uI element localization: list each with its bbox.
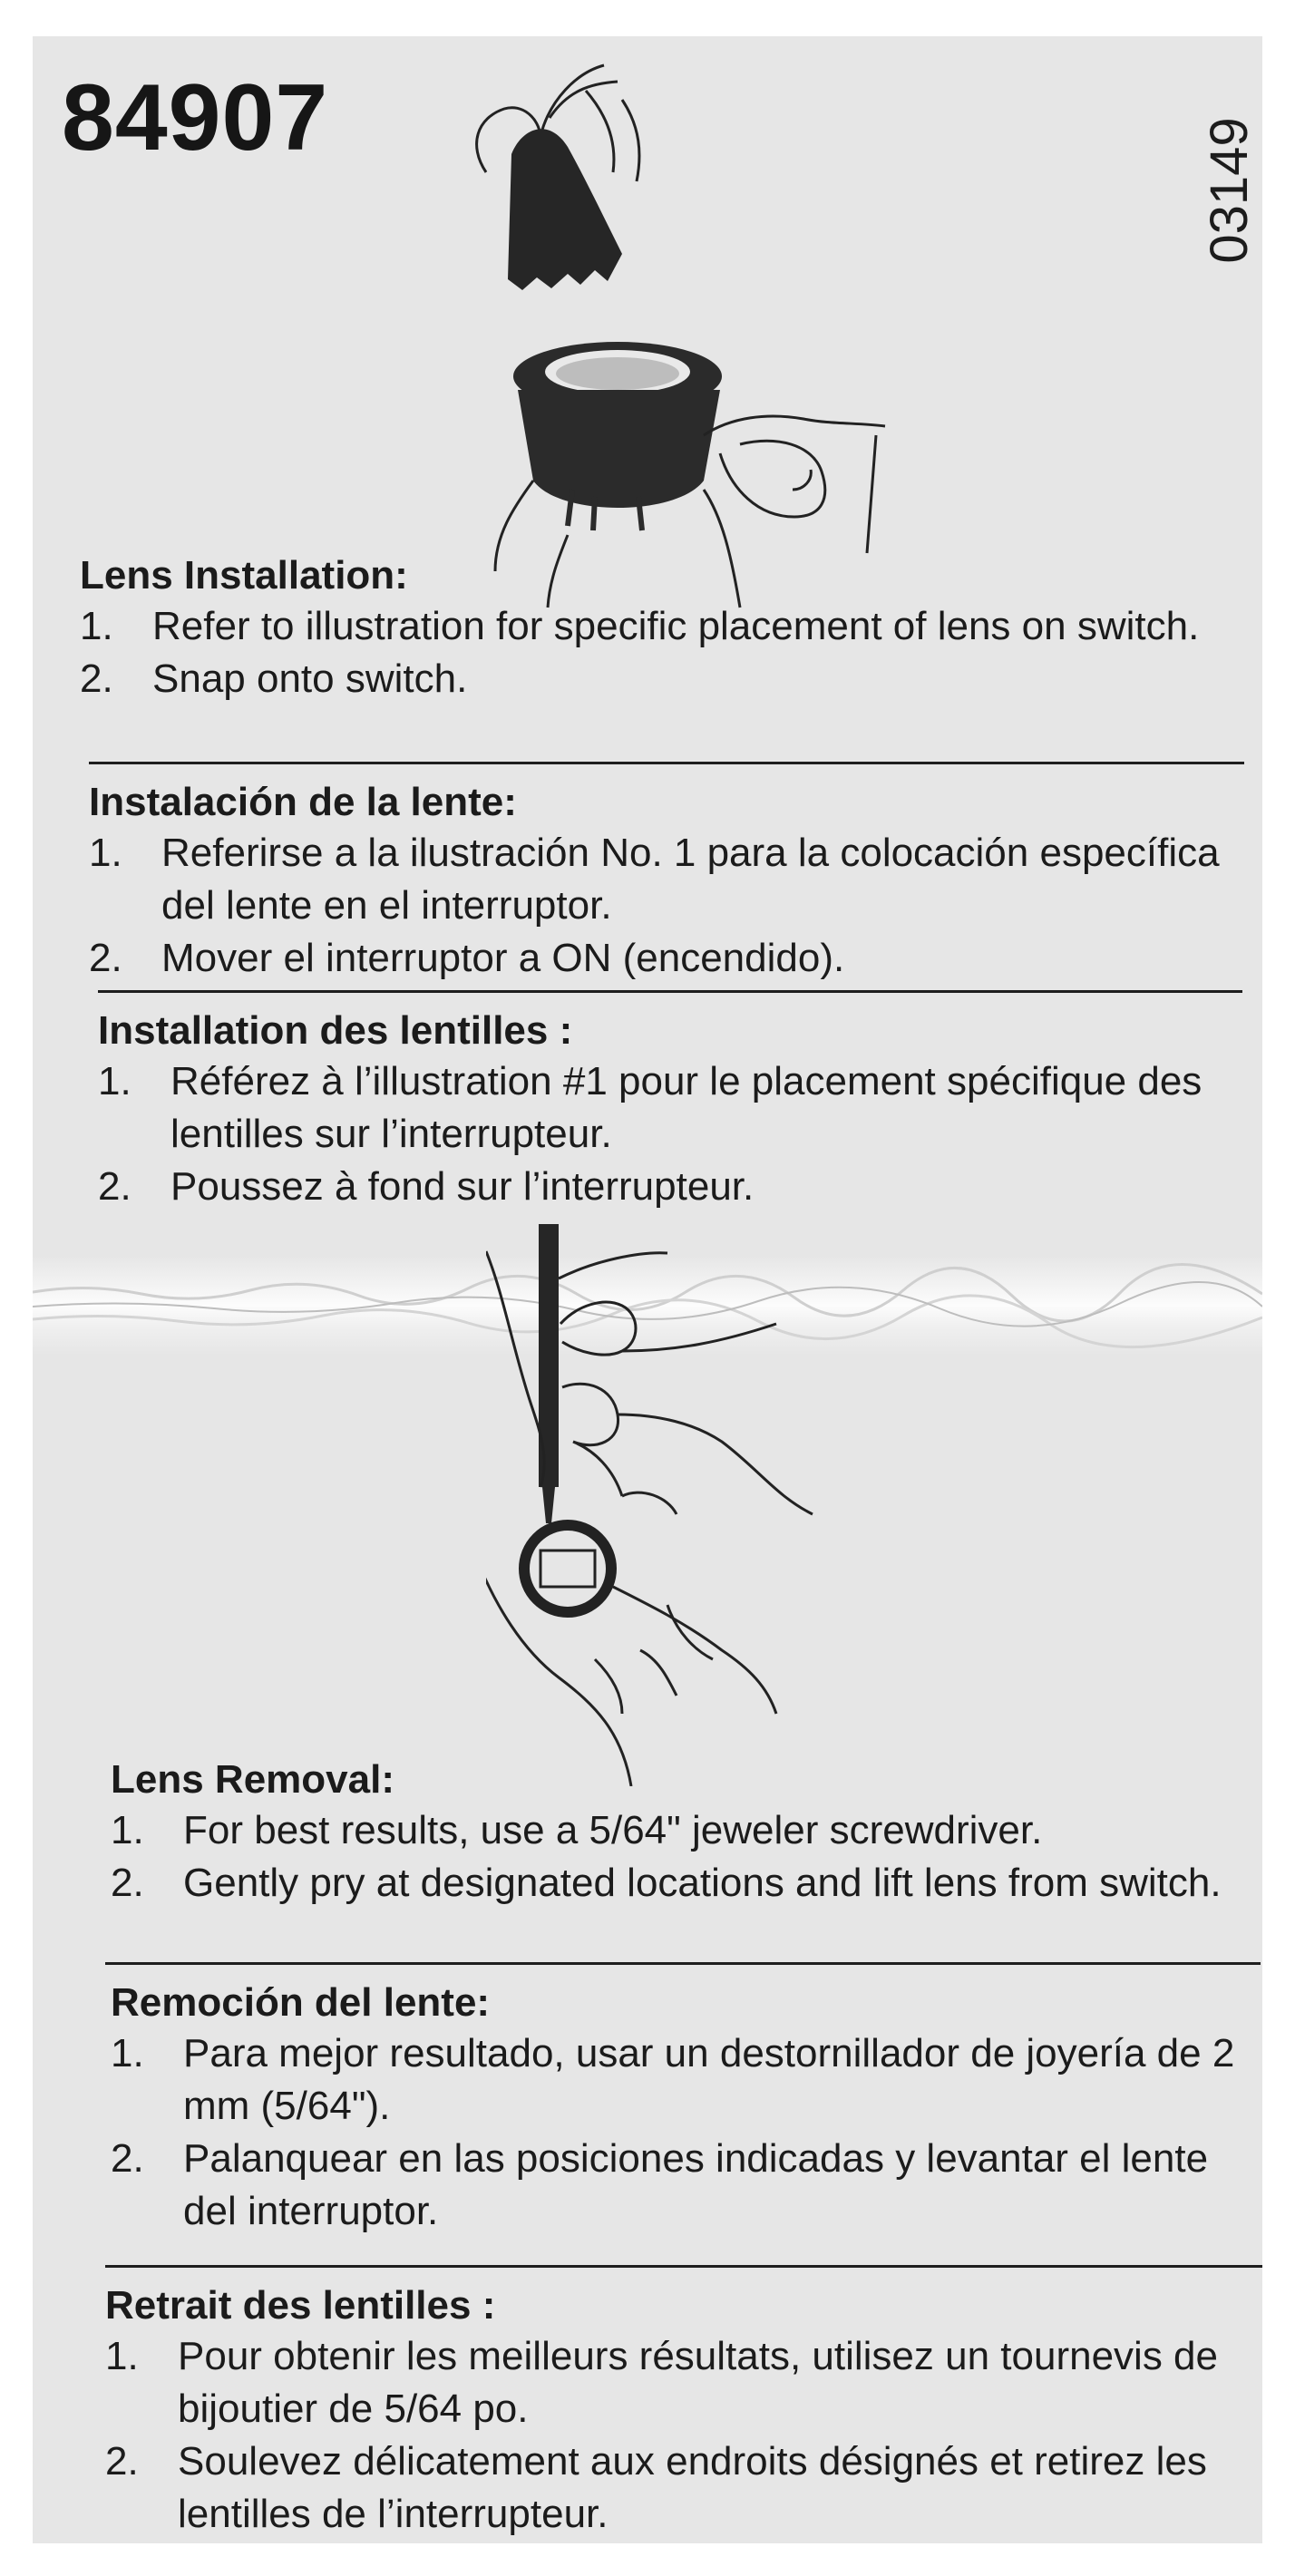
- list-item: 2. Snap onto switch.: [80, 656, 468, 701]
- section-lens-installation: [80, 551, 1222, 705]
- divider: [89, 762, 1244, 764]
- steps-list: [98, 1055, 1241, 1213]
- list-item: 1. Pour obtenir les meilleurs résultats, utilisez un tournevis de bijoutier de 5/64 po.: [105, 2334, 1218, 2431]
- list-item: 1. Refer to illustration for specific placement of lens on switch.: [80, 604, 1200, 648]
- section-title: Instalación de la lente:: [89, 780, 517, 824]
- list-item: 1. Para mejor resultado, usar un destornillador de joyería de 2 mm (5/64").: [111, 2031, 1235, 2128]
- section-title: Installation des lentilles :: [98, 1008, 573, 1053]
- part-number: 84907: [62, 65, 329, 170]
- section-installation-lentilles: [98, 1006, 1241, 1213]
- section-lens-removal: [111, 1755, 1244, 1910]
- list-item: 2. Palanquear en las posiciones indicadas y levantar el lente del interruptor.: [111, 2136, 1209, 2233]
- divider: [105, 2265, 1262, 2268]
- steps-list: [105, 2330, 1248, 2541]
- list-item: 1. For best results, use a 5/64" jeweler screwdriver.: [111, 1808, 1043, 1852]
- section-title: Remoción del lente:: [111, 1980, 491, 2025]
- list-item: 2. Gently pry at designated locations and lift lens from switch.: [111, 1861, 1222, 1905]
- list-item: 2. Mover el interruptor a ON (encendido).: [89, 936, 845, 980]
- instruction-sheet: [33, 36, 1262, 2543]
- list-item: 2. Poussez à fond sur l’interrupteur.: [98, 1164, 755, 1209]
- section-instalacion-lente: [89, 778, 1241, 985]
- list-item: 1. Référez à l’illustration #1 pour le placement spécifique des lentilles sur l’interrupteur.: [98, 1059, 1202, 1156]
- steps-list: [111, 1804, 1244, 1910]
- steps-list: [89, 827, 1241, 985]
- lens-removal-illustration: [486, 1224, 876, 1786]
- section-title: Lens Installation:: [80, 553, 408, 598]
- section-retrait-lentilles: [105, 2281, 1248, 2541]
- list-item: 2. Soulevez délicatement aux endroits désignés et retirez les lentilles de l’interrupteur.: [105, 2439, 1207, 2536]
- document-code: 03149: [1200, 117, 1259, 264]
- lens-installation-illustration: [432, 63, 903, 617]
- divider: [98, 990, 1242, 993]
- section-title: Retrait des lentilles :: [105, 2283, 496, 2328]
- list-item: 1. Referirse a la ilustración No. 1 para la colocación específica del lente en el interruptor.: [89, 831, 1220, 928]
- steps-list: [111, 2027, 1244, 2238]
- steps-list: [80, 600, 1222, 705]
- section-remocion-lente: [111, 1978, 1244, 2238]
- divider: [105, 1962, 1261, 1965]
- section-title: Lens Removal:: [111, 1757, 394, 1802]
